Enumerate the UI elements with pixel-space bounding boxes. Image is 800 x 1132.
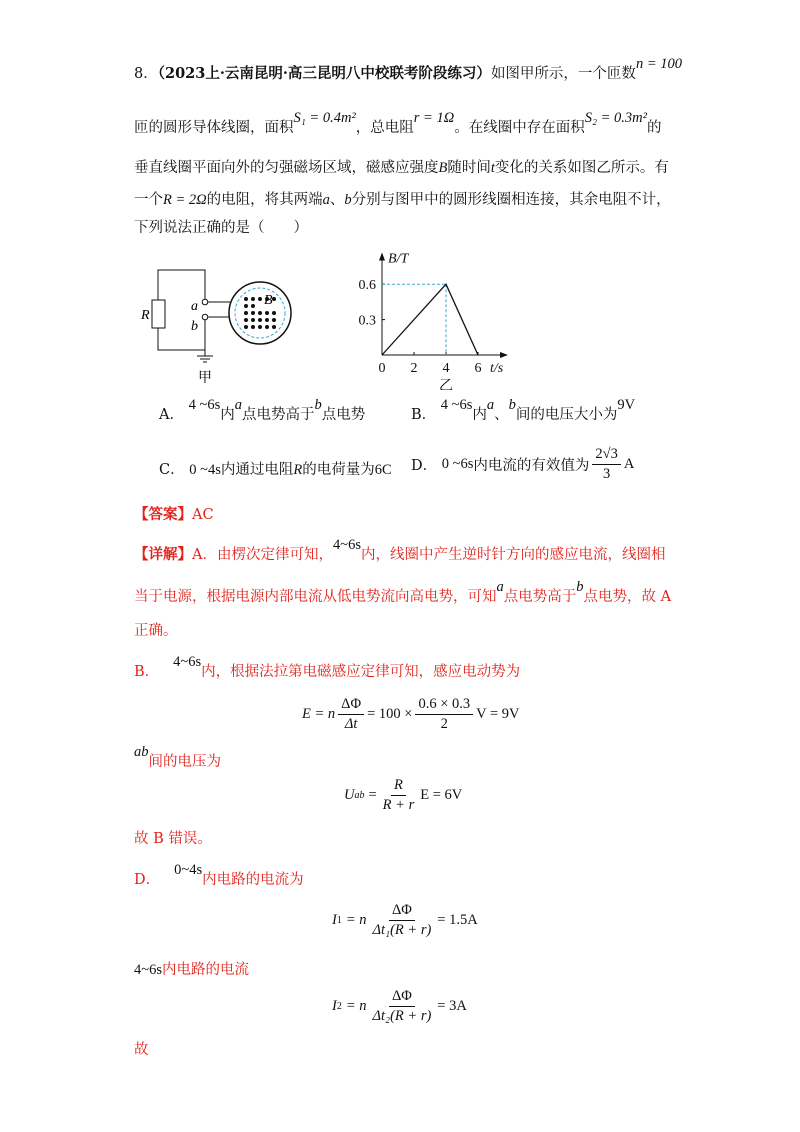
answer-line: [134, 505, 214, 525]
field-dot: [251, 311, 255, 315]
y-tick-label: 0.6: [358, 278, 376, 294]
resistance-r: r = 1Ω: [413, 110, 455, 126]
label-B: B: [264, 293, 273, 308]
label-b: b: [191, 319, 198, 334]
field-dot: [265, 318, 269, 322]
option-B[interactable]: B． 4 ~6s内a、b间的电压大小为9V: [411, 397, 636, 423]
question-line-4: 一个R = 2Ω的电阻，将其两端a、b分别与图甲中的圆形线圈相连接，其余电阻不计，: [134, 192, 671, 208]
field-dot: [251, 297, 255, 301]
detail-line-8: 4~6s内电路的电流: [134, 962, 249, 978]
field-dot: [258, 297, 262, 301]
caption-jia: 甲: [198, 370, 212, 386]
field-dot: [244, 297, 248, 301]
figure-jia-circuit: [140, 258, 340, 393]
area-s1: S₁ = 0.4m²: [293, 110, 356, 126]
detail-line-1: 【详解】A．由楞次定律可知，4~6s内，线圈中产生逆时针方向的感应电流，线圈相: [134, 537, 666, 563]
field-dot: [265, 311, 269, 315]
resistor-value: R = 2Ω: [163, 192, 207, 208]
detail-line-9: 故: [134, 1042, 149, 1058]
figure-yi-chart: [340, 250, 540, 390]
field-dot: [272, 318, 276, 322]
wire-top: [158, 270, 205, 302]
field-dot: [272, 311, 276, 315]
detail-label: 【详解】: [134, 546, 192, 563]
y-tick-label: 0.3: [358, 313, 376, 329]
x-tick-label: 2: [410, 361, 418, 376]
field-dot: [244, 311, 248, 315]
detail-line-7: D．0~4s内电路的电流为: [134, 862, 304, 888]
field-dot: [251, 325, 255, 329]
equation-emf: E = n $\frac{\Delta\Phi}{\Delta t}$ = 100 × $\frac{0.6 \times 0.3}{2}$ V = 9V: [302, 696, 520, 732]
field-dot: [258, 325, 262, 329]
option-A[interactable]: A． 4 ~6s内a点电势高于b点电势: [159, 397, 366, 423]
question-source: （2023上·云南昆明·高三昆明八中校联考阶段练习）: [157, 65, 491, 82]
field-dot: [258, 318, 262, 322]
field-dot: [244, 325, 248, 329]
equation-i2: I 2 = n $\frac{\Delta\Phi}{\text{Δt₂(R + r)}}$ = 3A: [332, 988, 467, 1024]
option-D[interactable]: D． 0 ~6s 内电流的有效值为 $\frac{2√3}{3}$ A: [411, 446, 635, 482]
question-line-3: 垂直线圈平面向外的匀强磁场区域，磁感应强度B随时间t变化的关系如图乙所示。有: [134, 160, 669, 176]
detail-line-5: ab间的电压为: [134, 744, 221, 770]
terminal-a: [202, 299, 208, 305]
question-line-2: 匝的圆形导体线圈，面积S₁ = 0.4m²，总电阻r = 1Ω。在线圈中存在面积S₂ = 0.3m²的: [134, 110, 662, 136]
answer-value: AC: [192, 507, 214, 523]
x-tick-label: 0: [378, 361, 386, 376]
field-dot: [258, 311, 262, 315]
answer-label: 【答案】: [134, 506, 192, 523]
field-dot: [251, 304, 255, 308]
equation-uab: U ab = $\frac{R}{R + r}$ E = 6V: [344, 777, 463, 813]
field-dot: [244, 318, 248, 322]
y-axis-arrow: [379, 253, 385, 261]
label-a: a: [191, 299, 198, 314]
field-dot: [272, 325, 276, 329]
turns-value: n = 100: [635, 56, 682, 72]
y-axis-label: B/T: [388, 251, 409, 267]
detail-line-3: 正确。: [134, 623, 178, 639]
caption-yi: 乙: [439, 378, 453, 390]
b-t-series-line: [382, 284, 478, 355]
field-dot: [272, 297, 276, 301]
detail-line-4: B．4~6s内，根据法拉第电磁感应定律可知，感应电动势为: [134, 654, 521, 680]
x-axis-arrow: [500, 352, 508, 358]
terminal-b: [202, 314, 208, 320]
field-dot: [244, 304, 248, 308]
x-tick-label: 4: [442, 361, 450, 376]
x-axis-label: t/s: [490, 361, 504, 376]
label-R: R: [141, 308, 150, 323]
question-number: 8．: [134, 66, 158, 82]
question-line-1: 8．（2023上·云南昆明·高三昆明八中校联考阶段练习）如图甲所示，一个匝数n = 100: [134, 56, 682, 82]
resistor-symbol: [152, 300, 165, 328]
x-tick-label: 6: [474, 361, 482, 376]
area-s2: S₂ = 0.3m²: [584, 110, 647, 126]
detail-line-2: 当于电源，根据电源内部电流从低电势流向高电势，可知a点电势高于b点电势，故 A: [134, 579, 672, 605]
field-dot: [265, 325, 269, 329]
detail-line-6: 故 B 错误。: [134, 831, 212, 847]
equation-i1: I 1 = n $\frac{\Delta\Phi}{\text{Δt₁(R + r)}}$ = 1.5A: [332, 902, 478, 938]
option-C[interactable]: C． 0 ~4s内通过电阻R的电荷量为6C: [159, 462, 392, 478]
field-dot: [251, 318, 255, 322]
question-line-5: 下列说法正确的是（ ）: [134, 220, 308, 236]
